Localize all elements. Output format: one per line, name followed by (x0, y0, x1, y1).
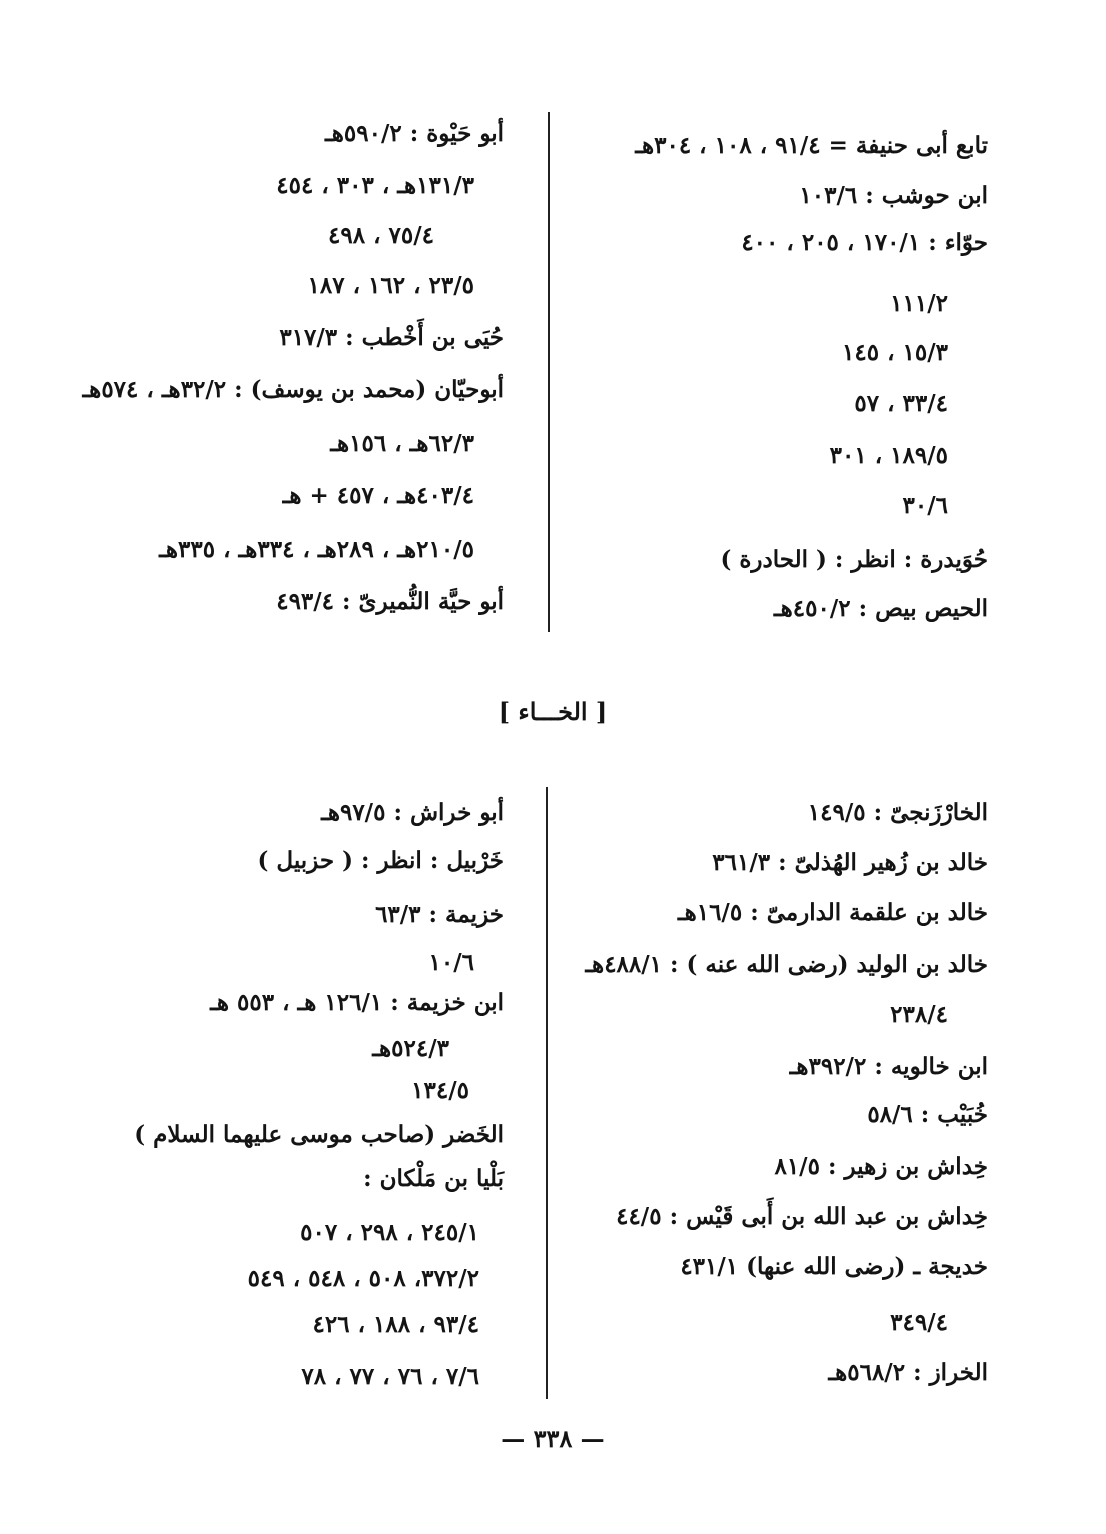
index-entry: ٢١٠/٥هـ ، ٢٨٩هـ ، ٣٣٤هـ ، ٣٣٥هـ (159, 536, 474, 563)
index-entry: حُيَى بن أَخْطب : ٣١٧/٣ (279, 324, 504, 351)
top-column-divider (548, 112, 550, 632)
index-entry: خِداش بن زهير : ٨١/٥ (774, 1153, 988, 1180)
bottom-left-column (84, 795, 504, 1405)
index-entry: ١٥/٣ ، ١٤٥ (842, 339, 948, 366)
index-entry: ٣٣/٤ ، ٥٧ (854, 390, 948, 417)
index-entry: خُبَيْب : ٥٨/٦ (867, 1101, 988, 1128)
index-entry: بَلْيا بن مَلْكان : (363, 1165, 504, 1192)
index-entry: ٦٢/٣هـ ، ١٥٦هـ (330, 430, 474, 457)
index-entry: الحيص بيص : ٤٥٠/٢هـ (773, 595, 988, 622)
index-entry: ٢٣٨/٤ (890, 1001, 948, 1028)
index-entry: الخَضر (صاحب موسى عليهما السلام ) (134, 1121, 504, 1148)
index-entry: أبو حَيْوة : ٥٩٠/٢هـ (325, 120, 504, 147)
index-entry: ١٨٩/٥ ، ٣٠١ (829, 442, 948, 469)
top-left-column (84, 112, 504, 632)
page-number: — ٣٣٨ — (501, 1424, 605, 1453)
index-entry: خزيمة : ٦٣/٣ (375, 901, 504, 928)
index-entry: ١٣١/٣هـ ، ٣٠٣ ، ٤٥٤ (276, 172, 474, 199)
index-entry: تابع أبى حنيفة = ٩١/٤ ، ١٠٨ ، ٣٠٤هـ (635, 132, 988, 159)
index-entry: ١٣٤/٥ (411, 1077, 469, 1104)
index-entry: خالد بن زُهير الهُذلىّ : ٣٦١/٣ (712, 849, 988, 876)
index-entry: حوّاء : ١٧٠/١ ، ٢٠٥ ، ٤٠٠ (741, 229, 988, 256)
index-entry: ٣٠/٦ (902, 492, 948, 519)
index-entry: ابن خزيمة : ١٢٦/١ هـ ، ٥٥٣ هـ (210, 989, 504, 1016)
index-entry: ٧٥/٤ ، ٤٩٨ (328, 222, 434, 249)
index-entry: حُوَيدرة : انظر : ( الحادرة ) (720, 546, 988, 573)
index-entry: ٥٢٤/٣هـ (372, 1035, 449, 1062)
index-entry: ٣٧٢/٢، ٥٠٨ ، ٥٤٨ ، ٥٤٩ (247, 1265, 479, 1292)
index-entry: ١١١/٢ (890, 290, 948, 317)
index-entry: ٢٣/٥ ، ١٦٢ ، ١٨٧ (307, 272, 474, 299)
index-entry: ١٠/٦ (428, 949, 474, 976)
index-entry: ٤٠٣/٤هـ ، ٤٥٧ + هـ (282, 482, 474, 509)
section-heading: [ الخـــاء ] (498, 697, 608, 726)
index-entry: الخراز : ٥٦٨/٢هـ (828, 1359, 988, 1386)
index-entry: أبوحيّان (محمد بن يوسف) : ٣٢/٢هـ ، ٥٧٤هـ (82, 376, 504, 403)
index-entry: خديجة ـ (رضى الله عنها) ٤٣١/١ (680, 1253, 988, 1280)
index-entry: ٩٣/٤ ، ١٨٨ ، ٤٢٦ (312, 1311, 479, 1338)
index-entry: ٢٤٥/١ ، ٢٩٨ ، ٥٠٧ (300, 1219, 479, 1246)
bottom-right-column (548, 795, 988, 1405)
index-entry: ٧/٦ ، ٧٦ ، ٧٧ ، ٧٨ (301, 1363, 479, 1390)
bottom-column-divider (546, 787, 548, 1399)
index-entry: خالد بن علقمة الدارمىّ : ١٦/٥هـ (677, 899, 988, 926)
index-entry: الخارْزَنجىّ : ١٤٩/٥ (807, 799, 988, 826)
index-entry: ٣٤٩/٤ (890, 1309, 948, 1336)
index-entry: خِداش بن عبد الله بن أَبى قَيْس : ٤٤/٥ (616, 1203, 988, 1230)
index-entry: خَرْبيل : انظر : ( حزبيل ) (257, 847, 504, 874)
index-entry: أبو حيَّة النُّميرىّ : ٤٩٣/٤ (276, 588, 504, 615)
index-entry: أبو خراش : ٩٧/٥هـ (321, 799, 504, 826)
index-entry: ابن حوشب : ١٠٣/٦ (799, 182, 988, 209)
top-right-column (548, 122, 988, 632)
index-entry: خالد بن الوليد (رضى الله عنه ) : ٤٨٨/١هـ (585, 951, 988, 978)
index-entry: ابن خالويه : ٣٩٢/٢هـ (789, 1053, 988, 1080)
